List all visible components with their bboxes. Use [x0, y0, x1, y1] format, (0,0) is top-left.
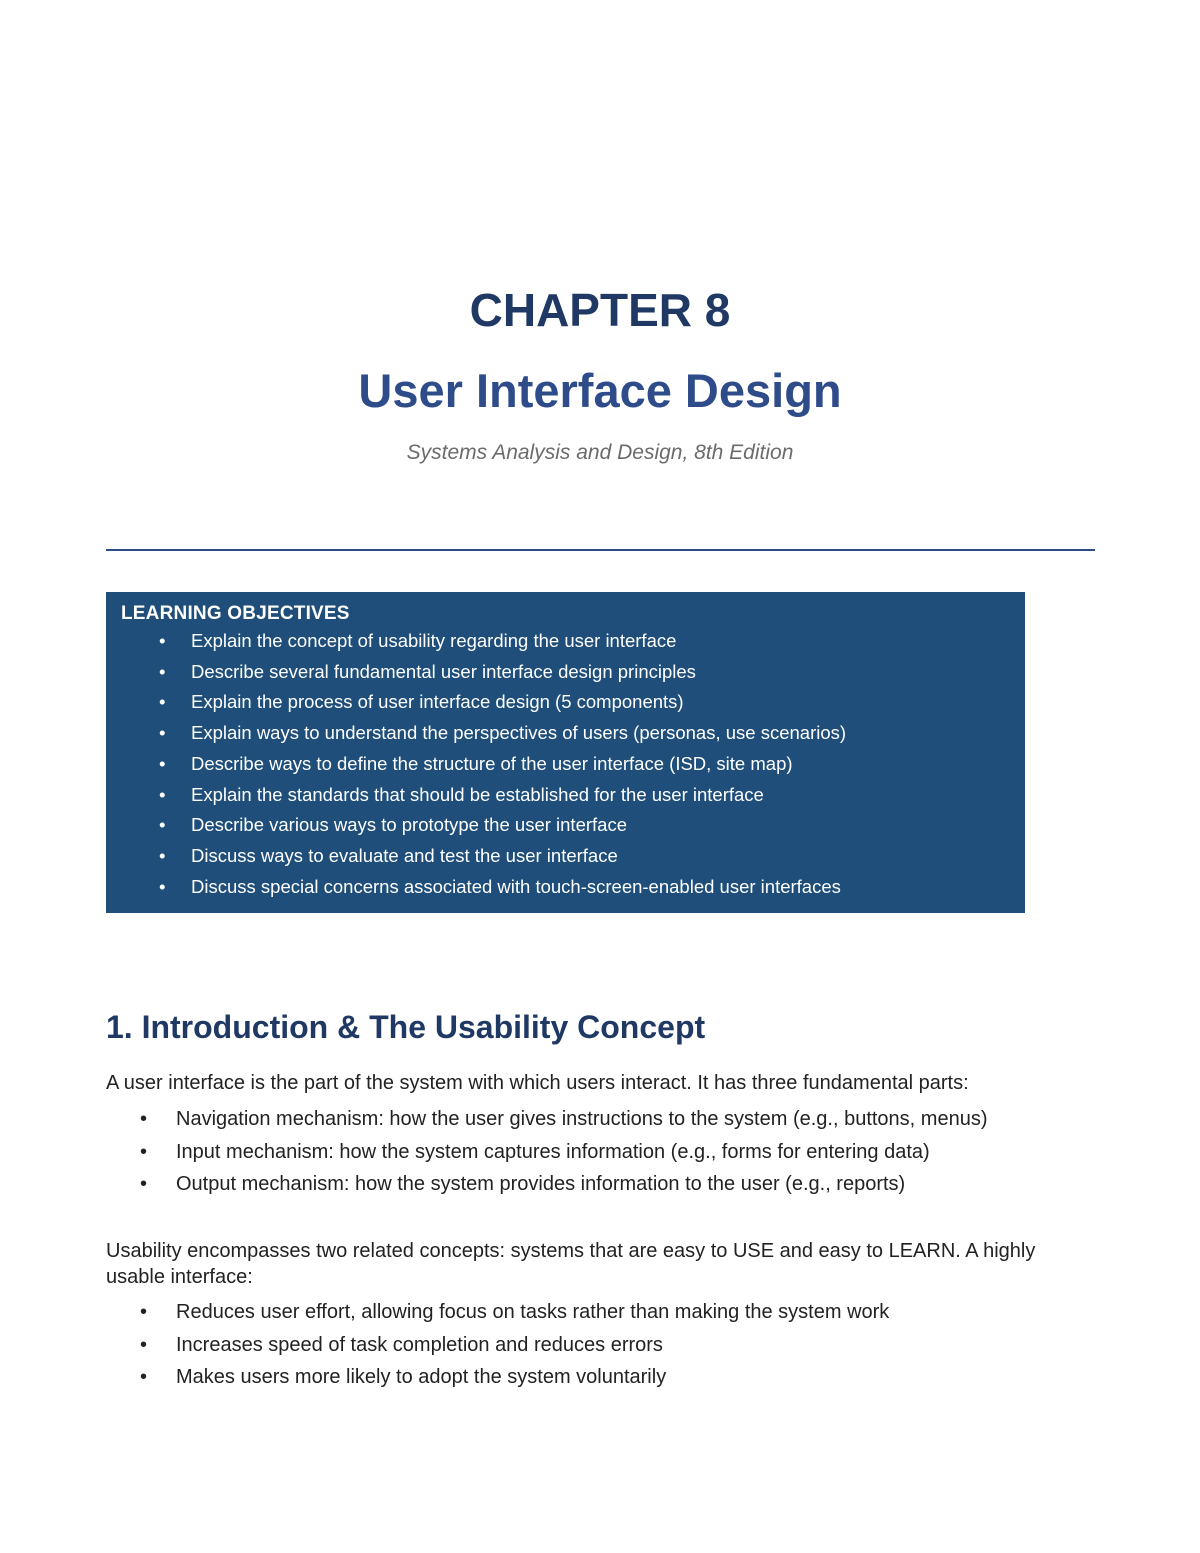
objective-item: • Explain the process of user interface design (5 components)	[121, 687, 1025, 718]
bullet-icon: •	[159, 722, 166, 744]
list-item: • Reduces user effort, allowing focus on tasks rather than making the system work	[106, 1296, 889, 1329]
bullet-icon: •	[159, 783, 166, 805]
objective-item: • Describe ways to define the structure of the user interface (ISD, site map)	[121, 749, 1025, 780]
bullet-icon: •	[159, 630, 166, 651]
bullet-icon: •	[140, 1301, 148, 1323]
objective-item: • Describe various ways to prototype the user interface	[121, 810, 1025, 841]
learning-objectives-list	[121, 626, 1025, 902]
list-item: • Input mechanism: how the system captures information (e.g., forms for entering data)	[106, 1136, 987, 1169]
bullet-icon: •	[140, 1333, 148, 1356]
bullet-icon: •	[140, 1108, 148, 1130]
objective-item: • Explain the concept of usability regarding the user interface	[121, 626, 1025, 657]
document-subtitle: Systems Analysis and Design, 8th Edition	[406, 441, 794, 464]
list-item: • Increases speed of task completion and reduces errors	[106, 1329, 889, 1362]
learning-objectives-box	[106, 592, 1025, 913]
bullet-icon: •	[159, 875, 166, 897]
list-item: • Navigation mechanism: how the user gives instructions to the system (e.g., buttons, menus)	[106, 1103, 987, 1136]
usability-benefits-list	[106, 1296, 889, 1394]
list-item: • Makes users more likely to adopt the system voluntarily	[106, 1361, 889, 1394]
bullet-icon: •	[140, 1140, 148, 1163]
bullet-icon: •	[159, 844, 166, 866]
document-title: User Interface Design	[358, 364, 842, 417]
section-heading: 1. Introduction & The Usability Concept	[106, 1009, 706, 1045]
objective-item: • Explain the standards that should be established for the user interface	[121, 780, 1025, 811]
bullet-icon: •	[159, 691, 166, 713]
interface-parts-list	[106, 1103, 987, 1201]
intro-paragraph: A user interface is the part of the system with which users interact. It has three fundamental parts:	[106, 1072, 969, 1094]
learning-objectives-heading: LEARNING OBJECTIVES	[121, 603, 350, 624]
bullet-icon: •	[159, 752, 166, 774]
chapter-label: CHAPTER 8	[469, 284, 731, 336]
list-item: • Output mechanism: how the system provides information to the user (e.g., reports)	[106, 1168, 987, 1201]
objective-item: • Describe several fundamental user interface design principles	[121, 657, 1025, 688]
header-divider	[106, 549, 1095, 551]
bullet-icon: •	[159, 814, 166, 836]
objective-item: • Explain ways to understand the perspectives of users (personas, use scenarios)	[121, 718, 1025, 749]
objective-item: • Discuss special concerns associated with touch-screen-enabled user interfaces	[121, 872, 1025, 903]
bullet-icon: •	[159, 660, 166, 682]
usability-paragraph: Usability encompasses two related concepts: systems that are easy to USE and easy to LEARN. A highly usable interface:	[106, 1240, 1036, 1288]
bullet-icon: •	[140, 1173, 148, 1196]
objective-item: • Discuss ways to evaluate and test the user interface	[121, 841, 1025, 872]
bullet-icon: •	[140, 1366, 148, 1389]
